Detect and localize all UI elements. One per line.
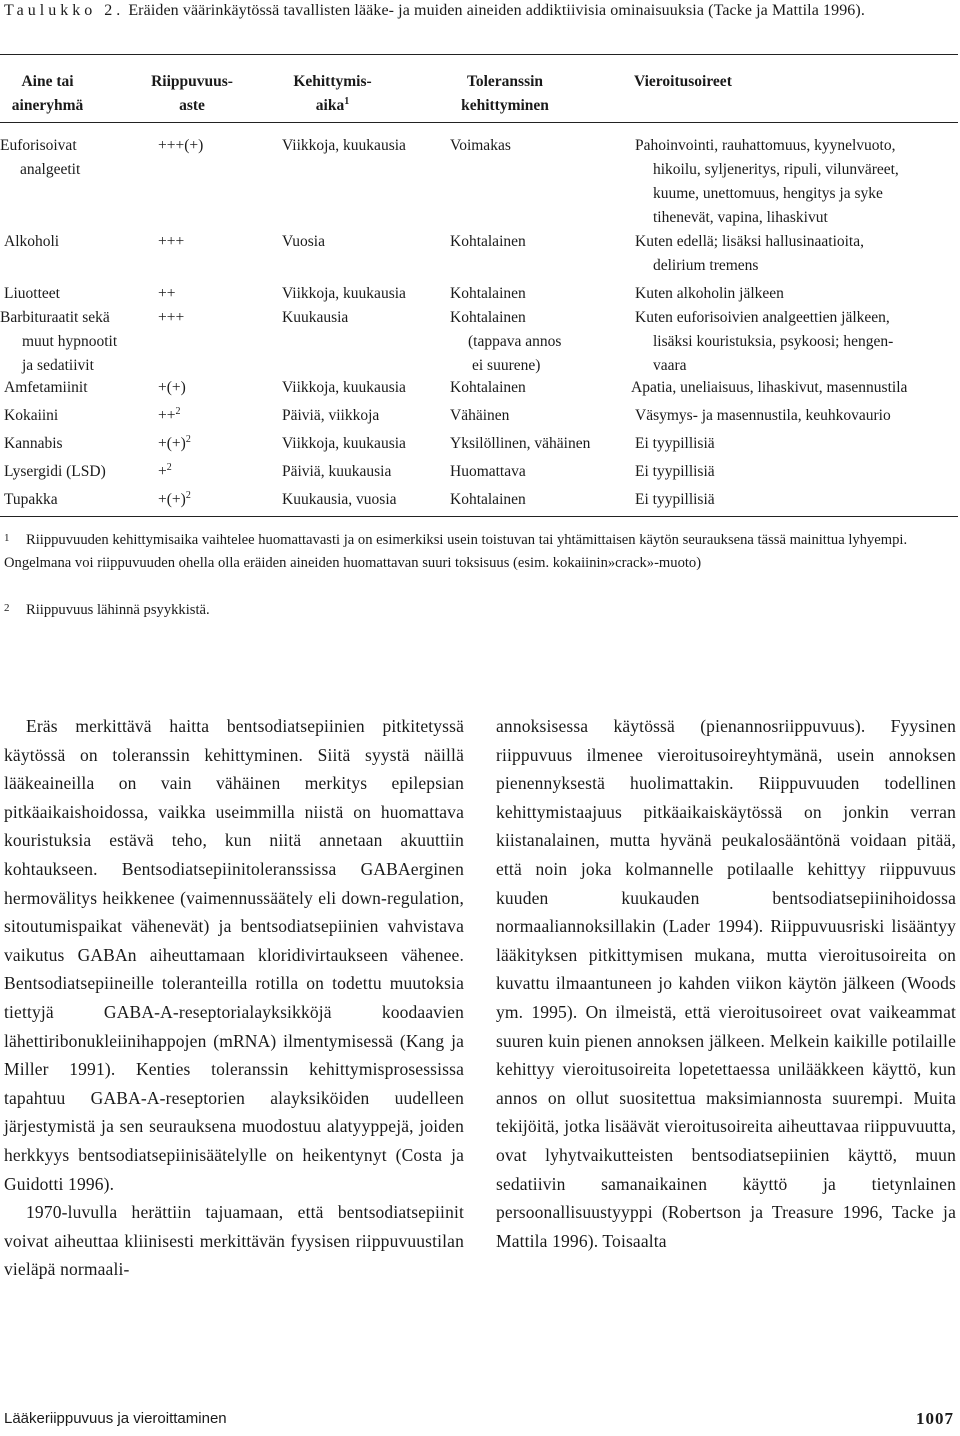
cell-aine: Alkoholi [4,233,60,250]
cell-aine: Barbituraatit sekä muut hypnootit ja sedatiivit [0,309,118,374]
cell-riippuvuusaste: +(+) [158,379,186,396]
cell-aine: Lysergidi (LSD) [4,463,106,480]
cell-toleranssi: Huomattava [450,463,526,480]
paragraph: annoksisessa käytössä (pienannosriippuvuus). Fyysinen riippuvuus ilmenee vieroitusoireyhtymänä, usein annoksen pienennyksestä huolimattakin. Riippuvuuden todellinen kehittymistaajuus pitkäaikaiskäytössä on jonkin verran kiistanalainen, mutta hyvänä peukalosääntönä voidaan pitää, että noin joka kolmannelle potilaalle kehittyy riippuvuus kuuden kuukauden bentsodiatsepiinihoidossa normaaliannoksillakin (Lader 1994). Riippuvuusriski lisääntyy lääkityksen pitkittymisen mukana, mutta vieroitusoireita on kuvattu ilmaantuneen jo kahden viikon käytön jälkeen (Woods ym. 1995). On ilmeistä, että vieroitusoireet ovat vaikeammat suuren kuin pienen annoksen jälkeen. Melkein kaikille potilaille kehittyy vieroitusoireita lopetettaessa unilääkkeen käyttö, kun annos on ollut suositettua maksimiannosta suurempi. Muita tekijöitä, jotka lisäävät vieroitusoireita aiheuttavaa riippuvuutta, ovat lyhytvaikutteisten bentsodiatsepiinien käyttö, muun sedatiivin samanaikainen käyttö ja tietynlainen persoonallisuustyyppi (Robertson ja Treasure 1996, Tacke ja Mattila 1996). Toisaalta [496,716,956,1251]
cell-kehittymisaika: Kuukausia [282,309,349,326]
paragraph: 1970-luvulla herättiin tajuamaan, että bentsodiatsepiinit voivat aiheuttaa kliinisesti merkittävän fyysisen riippuvuustilan vieläpä normaali- [4,1202,464,1280]
table-caption-text: Eräiden väärinkäytössä tavallisten lääke- ja muiden aineiden addiktiivisia ominaisuuksia (Tacke ja Mattila 1996). [128,2,865,19]
cell-kehittymisaika: Viikkoja, kuukausia [282,285,406,302]
cell-toleranssi: Vähäinen [450,407,510,424]
cell-aine: Tupakka [4,491,58,508]
header-kehittymisaika: Kehittymis- aika$^1$ [293,73,372,114]
cell-toleranssi: Kohtalainen [450,379,526,396]
cell-aine: Amfetamiinit [4,379,88,396]
table-top-rule [0,54,958,55]
cell-vieroitusoireet: Kuten edellä; lisäksi hallusinaatioita, delirium tremens [635,233,864,274]
cell-riippuvuusaste: +++ [158,309,185,326]
cell-toleranssi: Kohtalainen [450,285,526,302]
header-vieroitusoireet: Vieroitusoireet [634,73,732,90]
cell-aine: Kokaiini [4,407,59,424]
body-column-right [496,712,956,1255]
cell-vieroitusoireet: Ei tyypillisiä [635,435,715,452]
cell-riippuvuusaste: +++ [158,233,185,250]
cell-toleranssi: Kohtalainen [450,233,526,250]
cell-kehittymisaika: Viikkoja, kuukausia [282,137,406,154]
cell-kehittymisaika: Viikkoja, kuukausia [282,379,406,396]
running-footer-title: Lääkeriippuvuus ja vieroittaminen [4,1410,227,1427]
cell-vieroitusoireet: Pahoinvointi, rauhattomuus, kyynelvuoto, hikoilu, syljeneritys, ripuli, vilunväreet, kuume, unettomuus, hengitys ja syke tihenevät, vapina, lihaskivut [635,137,899,226]
cell-kehittymisaika: Päiviä, kuukausia [282,463,392,480]
cell-aine: Euforisoivat analgeetit [0,137,81,178]
cell-toleranssi: Yksilöllinen, vähäinen [450,435,591,452]
footnote-2: 2 Riippuvuus lähinnä psyykkistä. [4,602,210,618]
footnote-1: 1 Riippuvuuden kehittymisaika vaihtelee huomattavasti ja on esimerkiksi usein toistuvan tai yhtämittaisen käytön seurauksena tässä mainittua lyhyempi. Ongelmana voi riippuvuuden ohella olla eräiden aineiden huomattavan suuri toksisuus (esim. kokaiinin»crack»-muoto) [4,532,908,571]
cell-vieroitusoireet: Ei tyypillisiä [635,491,715,508]
cell-toleranssi: Kohtalainen [450,491,526,508]
cell-riippuvuusaste: ++$^2$ [158,406,181,424]
cell-kehittymisaika: Päiviä, viikkoja [282,407,380,424]
cell-toleranssi: Voimakas [450,137,511,154]
cell-vieroitusoireet: Väsymys- ja masennustila, keuhkovaurio [635,407,891,424]
cell-kehittymisaika: Vuosia [282,233,325,250]
cell-kehittymisaika: Viikkoja, kuukausia [282,435,406,452]
table-label: Taulukko 2. [4,2,125,19]
cell-vieroitusoireet: Ei tyypillisiä [635,463,715,480]
cell-riippuvuusaste: $+(+)^2$ [158,490,191,508]
cell-riippuvuusaste: $+(+)^2$ [158,434,191,452]
cell-riippuvuusaste: +$^2$ [158,462,172,480]
paragraph: Eräs merkittävä haitta bentsodiatsepiinien pitkitetyssä käytössä on toleranssin kehittyminen. Siitä syystä näillä lääkeaineilla on vain vähäinen merkitys epilepsian pitkäaikaishoidossa, vaikka useimmilla niistä on huomattava kouristuksia estävä teho, kun niitä annetaan akuuttiin kohtaukseen. Bentsodiatsepiinitoleranssissa GABAerginen hermovälitys heikkenee (vaimennussäätely eli down-regulation, sitoutumispaikat vähenevät) ja bentsodiatsepiinien vahvistava vaikutus GABAn aiheuttamaan kloridivirtaukseen vähenee. Bentsodiatsepiineille toleranteilla rotilla on todettu muutoksia tiettyjä GABA-A-reseptorialayksikköjä koodaavien lähettiribonukleiinihappojen (mRNA) ilmentymisessä (Kang ja Miller 1991). Kenties toleranssin kehittymisprosessissa tapahtuu GABA-A-reseptorien alayksiköiden uudelleen järjestymistä ja sen seurauksena muodostuu alatyyppejä, joiden herkkyys bentsodiatsepiinisäätelylle on heikentynyt (Costa ja Guidotti 1996). [4,716,464,1194]
header-riippuvuusaste: Riippuvuus- aste [151,73,233,114]
cell-vieroitusoireet: Kuten euforisoivien analgeettien jälkeen, lisäksi kouristuksia, psykoosi; hengen- vaara [635,309,894,374]
header-toleranssi: Toleranssin kehittyminen [461,73,549,114]
cell-aine: Kannabis [4,435,63,452]
cell-vieroitusoireet: Kuten alkoholin jälkeen [635,285,784,302]
table-caption [4,0,956,22]
cell-riippuvuusaste: ++ [158,285,176,302]
cell-riippuvuusaste: +++(+) [158,137,204,154]
body-column-left [4,712,464,1284]
cell-aine: Liuotteet [4,285,60,302]
table-header-rule [0,122,958,123]
header-aine: Aine tai aineryhmä [11,73,84,114]
cell-toleranssi: Kohtalainen (tappava annos ei suurene) [450,309,562,374]
cell-kehittymisaika: Kuukausia, vuosia [282,491,397,508]
page-number: 1007 [916,1409,954,1428]
cell-vieroitusoireet: Apatia, uneliaisuus, lihaskivut, masennustila [631,379,908,396]
table-bottom-rule [0,516,958,517]
